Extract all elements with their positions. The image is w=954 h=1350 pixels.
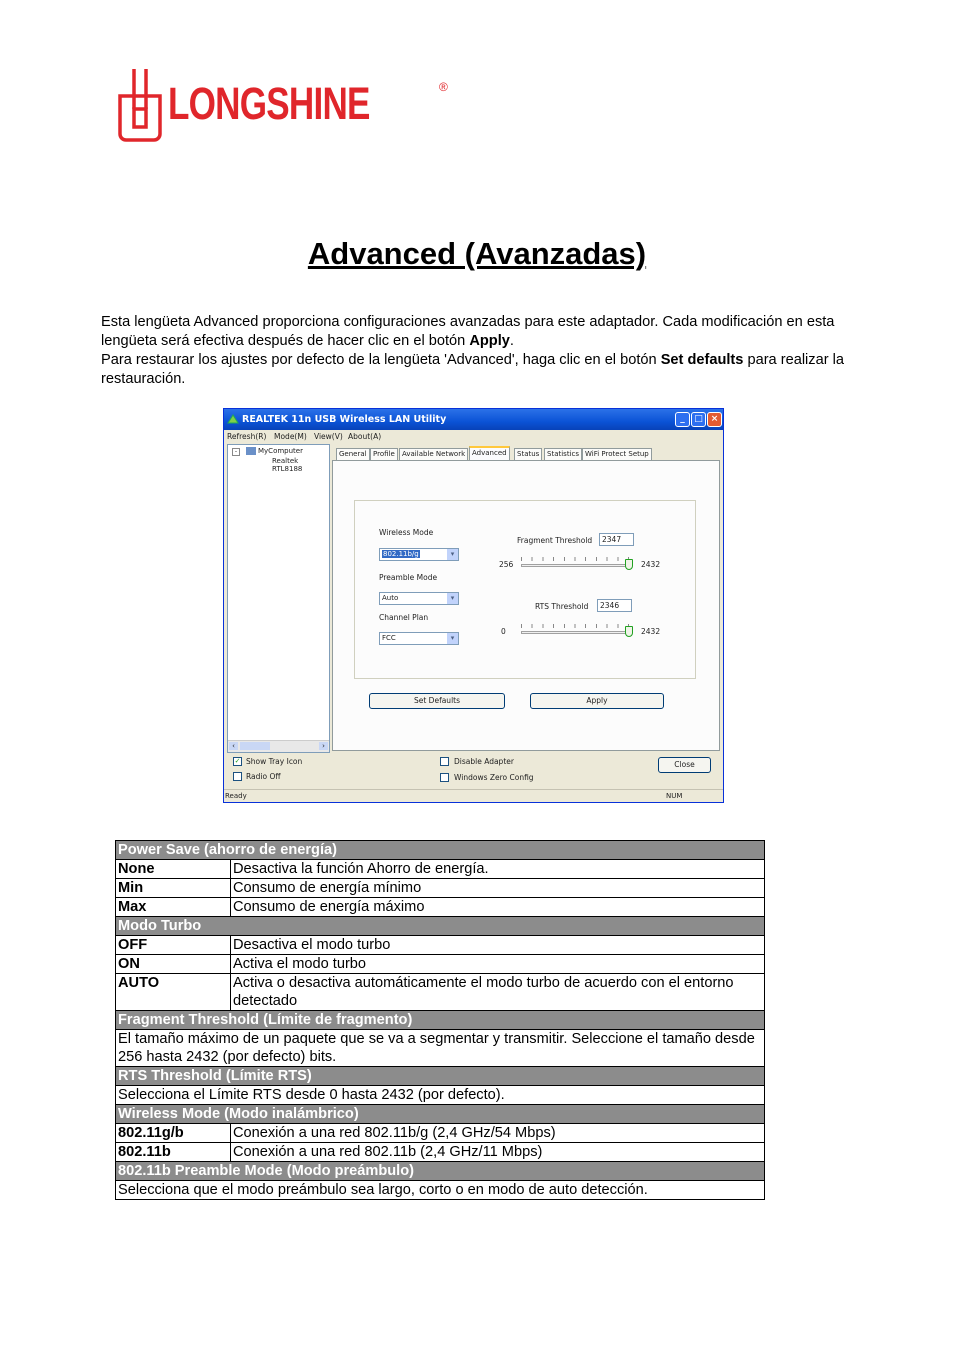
close-button[interactable]: Close — [658, 757, 711, 773]
tree-scrollbar[interactable] — [228, 740, 329, 752]
tab-general[interactable]: General — [336, 448, 370, 460]
scroll-thumb[interactable] — [240, 742, 270, 750]
rts-min-label: 0 — [501, 627, 506, 636]
turbo-header: Modo Turbo — [116, 917, 765, 936]
preamble-mode-value: Auto — [382, 594, 399, 602]
tab-status[interactable]: Status — [514, 448, 542, 460]
table-row — [116, 860, 765, 879]
intro-setdefaults-bold: Set defaults — [660, 352, 744, 368]
menu-mode[interactable]: Mode(M) — [274, 432, 307, 441]
set-defaults-button[interactable]: Set Defaults — [369, 693, 505, 709]
fragment-threshold-label: Fragment Threshold — [517, 536, 593, 545]
row-key: 802.11b — [116, 1143, 231, 1162]
wireless-mode-header: Wireless Mode (Modo inalámbrico) — [116, 1105, 765, 1124]
wireless-mode-value: 802.11b/g — [383, 550, 419, 558]
tab-strip — [334, 446, 723, 461]
row-value: Desactiva el modo turbo — [231, 936, 765, 955]
row-value: Consumo de energía mínimo — [231, 879, 765, 898]
settings-table — [115, 840, 765, 1200]
longshine-logo — [112, 66, 457, 146]
tree-adapter[interactable]: Realtek RTL8188 — [272, 457, 303, 473]
menu-view[interactable]: View(V) — [314, 432, 343, 441]
row-key: 802.11g/b — [116, 1124, 231, 1143]
intro-apply-bold: Apply — [469, 333, 510, 349]
disable-adapter-checkbox[interactable] — [440, 757, 449, 766]
wireless-mode-select[interactable] — [379, 548, 459, 561]
row-key: Min — [116, 879, 231, 898]
channel-plan-value: FCC — [382, 634, 396, 642]
rts-threshold-label: RTS Threshold — [535, 602, 589, 611]
fragment-header: Fragment Threshold (Límite de fragmento) — [116, 1011, 765, 1030]
table-row — [116, 955, 765, 974]
row-key: OFF — [116, 936, 231, 955]
rts-description: Selecciona el Límite RTS desde 0 hasta 2432 (por defecto). — [116, 1086, 765, 1105]
table-row — [116, 936, 765, 955]
table-row — [116, 879, 765, 898]
settings-group — [354, 500, 696, 679]
slider-thumb[interactable] — [625, 626, 633, 637]
disable-adapter-label: Disable Adapter — [454, 757, 514, 766]
slider-thumb[interactable] — [625, 559, 633, 570]
table-row — [116, 1181, 765, 1200]
show-tray-label: Show Tray Icon — [246, 757, 303, 766]
row-key: Max — [116, 898, 231, 917]
computer-icon — [246, 447, 256, 455]
table-row — [116, 1030, 765, 1067]
window-titlebar — [224, 409, 723, 430]
advanced-panel — [332, 460, 720, 751]
rts-header: RTS Threshold (Límite RTS) — [116, 1067, 765, 1086]
channel-plan-label: Channel Plan — [379, 613, 429, 622]
windows-zero-config-checkbox[interactable] — [440, 773, 449, 782]
rts-max-label: 2432 — [641, 627, 661, 636]
scroll-right-icon[interactable]: › — [319, 742, 328, 750]
device-tree[interactable] — [227, 444, 330, 753]
intro-p2-end: para realizar la restauración. — [101, 352, 844, 387]
dropdown-arrow-icon[interactable]: ▾ — [447, 633, 458, 644]
fragment-min-label: 256 — [499, 560, 514, 569]
page-title: Advanced (Avanzadas) — [307, 236, 647, 271]
radio-off-label: Radio Off — [246, 772, 281, 781]
radio-off-checkbox[interactable] — [233, 772, 242, 781]
intro-text — [101, 313, 861, 389]
power-save-header: Power Save (ahorro de energía) — [116, 841, 765, 860]
status-ready: Ready — [225, 792, 247, 800]
minimize-button[interactable]: _ — [675, 412, 690, 427]
wireless-mode-label: Wireless Mode — [379, 528, 434, 537]
table-row — [116, 898, 765, 917]
intro-p1-end: . — [509, 333, 514, 349]
channel-plan-select[interactable] — [379, 632, 459, 645]
longshine-emblem-icon — [112, 66, 168, 146]
registered-mark: ® — [439, 80, 448, 94]
window-title: REALTEK 11n USB Wireless LAN Utility — [242, 414, 447, 425]
fragment-max-label: 2432 — [641, 560, 661, 569]
dropdown-arrow-icon[interactable]: ▾ — [447, 593, 458, 604]
row-value: Consumo de energía máximo — [231, 898, 765, 917]
fragment-description: El tamaño máximo de un paquete que se va a segmentar y transmitir. Seleccione el tamaño desde 256 hasta 2432 (por defecto) bits. — [116, 1030, 765, 1067]
preamble-header: 802.11b Preamble Mode (Modo preámbulo) — [116, 1162, 765, 1181]
rts-threshold-slider[interactable] — [521, 624, 631, 636]
row-value: Activa o desactiva automáticamente el modo turbo de acuerdo con el entorno detectado — [231, 974, 765, 1011]
collapse-icon[interactable]: - — [232, 448, 240, 456]
utility-window-screenshot — [223, 408, 724, 803]
menu-refresh[interactable]: Refresh(R) — [227, 432, 267, 441]
row-key: None — [116, 860, 231, 879]
row-key: AUTO — [116, 974, 231, 1011]
row-value: Conexión a una red 802.11b (2,4 GHz/11 Mbps) — [231, 1143, 765, 1162]
table-row — [116, 1086, 765, 1105]
fragment-threshold-input[interactable]: 2347 — [599, 533, 634, 546]
rts-threshold-input[interactable]: 2346 — [597, 599, 632, 612]
fragment-threshold-slider[interactable] — [521, 557, 631, 569]
realtek-app-icon — [227, 413, 239, 425]
menu-bar — [224, 430, 723, 443]
tab-available-network[interactable]: Available Network — [399, 448, 468, 460]
status-bar — [224, 789, 723, 802]
table-row — [116, 1143, 765, 1162]
show-tray-checkbox[interactable]: ✓ — [234, 757, 241, 765]
row-value: Desactiva la función Ahorro de energía. — [231, 860, 765, 879]
tab-statistics[interactable]: Statistics — [544, 448, 582, 460]
tab-advanced[interactable]: Advanced — [469, 446, 510, 461]
row-key: ON — [116, 955, 231, 974]
row-value: Activa el modo turbo — [231, 955, 765, 974]
preamble-mode-label: Preamble Mode — [379, 573, 438, 582]
status-num: NUM — [666, 792, 683, 800]
tab-wifi-protect-setup[interactable]: WiFi Protect Setup — [582, 448, 652, 460]
dropdown-arrow-icon[interactable]: ▾ — [447, 549, 458, 560]
windows-zero-config-label: Windows Zero Config — [454, 773, 534, 782]
apply-button[interactable]: Apply — [530, 693, 664, 709]
preamble-mode-select[interactable] — [379, 592, 459, 605]
preamble-description: Selecciona que el modo preámbulo sea largo, corto o en modo de auto detección. — [116, 1181, 765, 1200]
intro-p2-text: Para restaurar los ajustes por defecto de la lengüeta 'Advanced', haga clic en el botón — [101, 352, 661, 368]
close-window-button[interactable]: × — [707, 412, 722, 427]
maximize-button[interactable]: □ — [691, 412, 706, 427]
tree-root[interactable]: MyComputer — [258, 447, 303, 455]
table-row — [116, 974, 765, 1011]
menu-about[interactable]: About(A) — [348, 432, 382, 441]
row-value: Conexión a una red 802.11b/g (2,4 GHz/54 Mbps) — [231, 1124, 765, 1143]
intro-p1-text: Esta lengüeta Advanced proporciona configuraciones avanzadas para este adaptador. Cada modificación en esta lengüeta será efectiva después de hacer clic en el botón — [101, 314, 835, 349]
scroll-left-icon[interactable]: ‹ — [229, 742, 238, 750]
tab-profile[interactable]: Profile — [370, 448, 398, 460]
table-row — [116, 1124, 765, 1143]
brand-name: LONGSHINE — [168, 78, 370, 129]
